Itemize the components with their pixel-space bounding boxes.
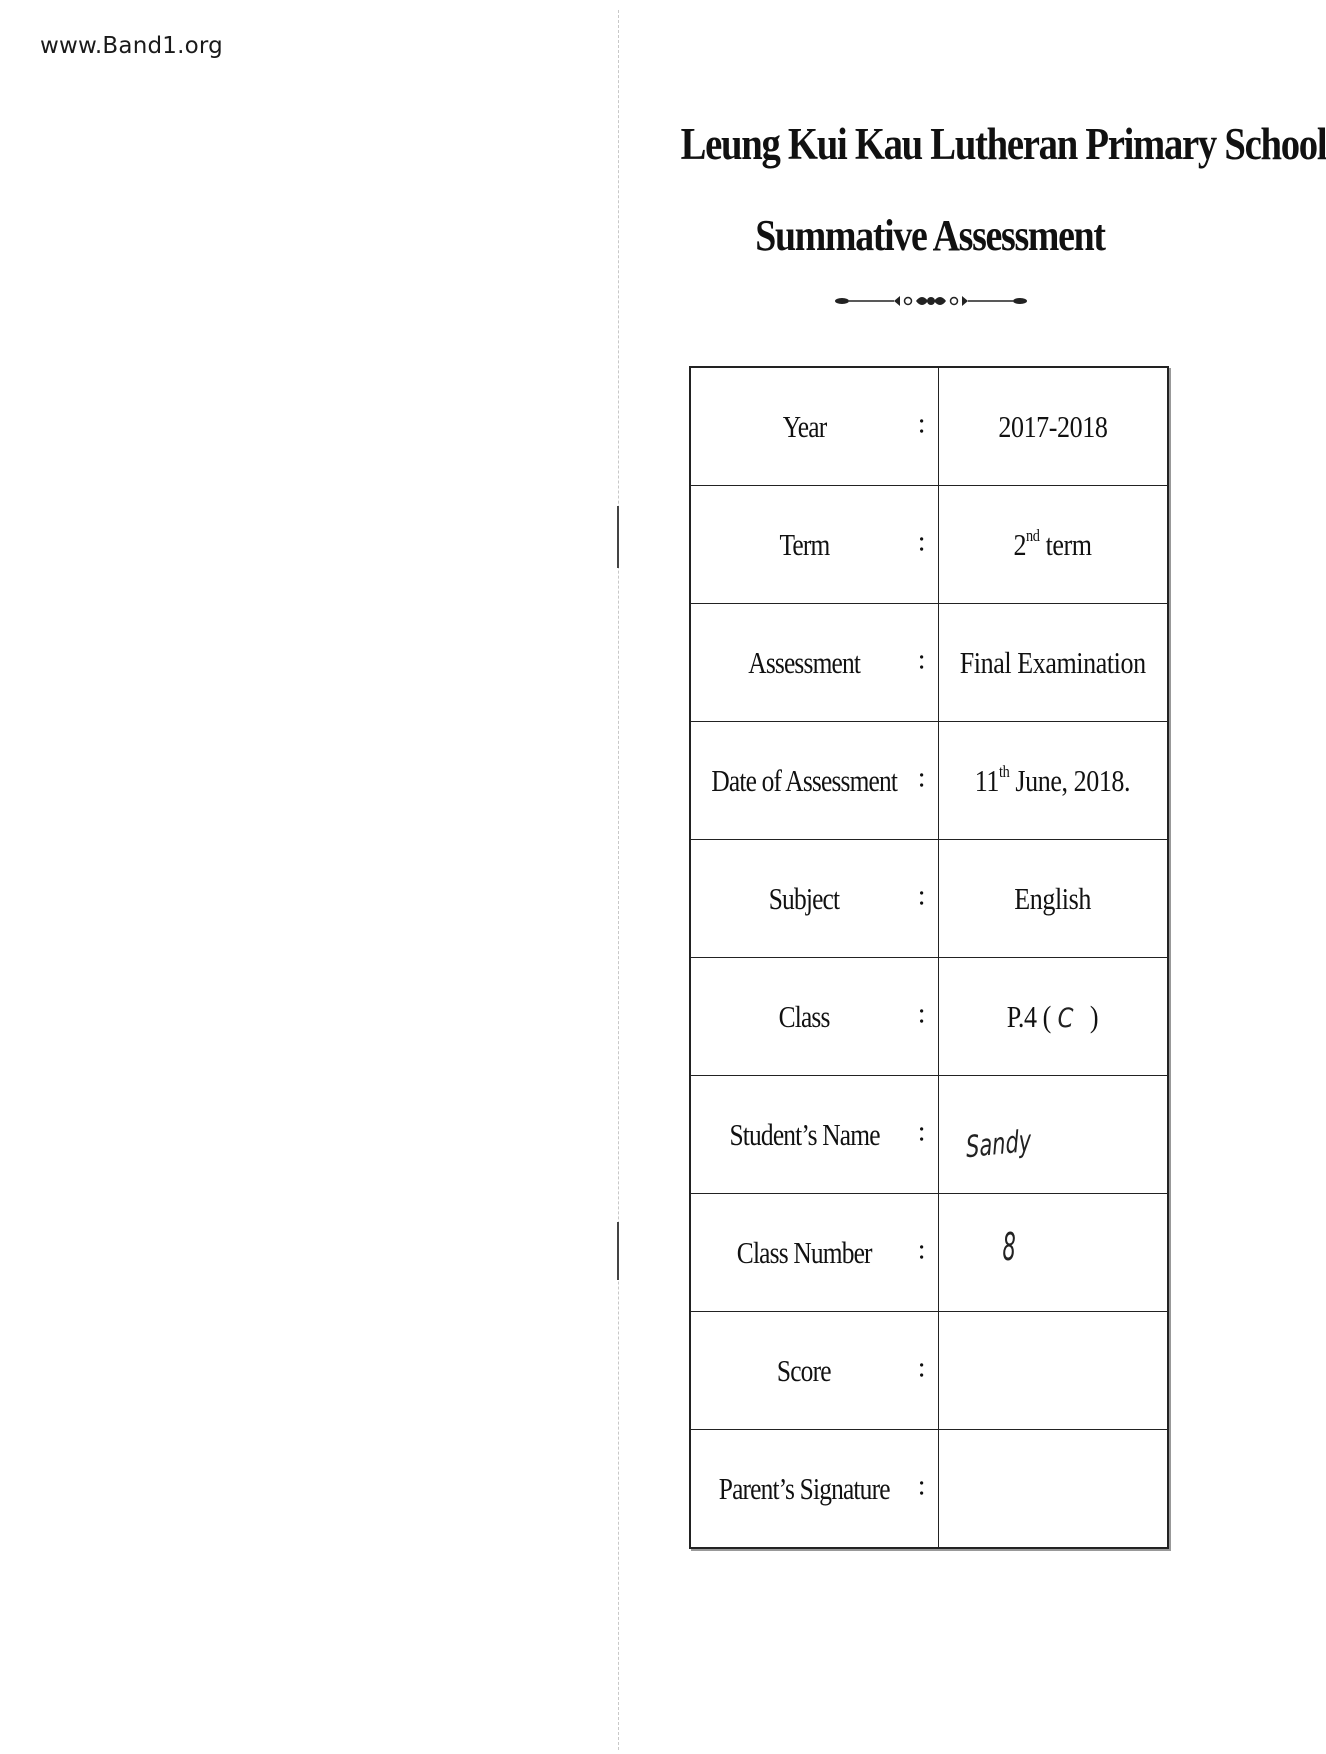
colon: :: [917, 1115, 926, 1147]
class-prefix: P.4 (: [1007, 998, 1052, 1034]
colon: :: [917, 761, 926, 793]
value-cell: [938, 958, 1168, 1076]
label-cell: [690, 486, 938, 604]
fold-mark-top: [617, 506, 619, 568]
table-row-class: [690, 958, 1168, 1076]
handwritten-student-name: Sandy: [965, 1123, 1033, 1166]
date-ordinal-suffix: th: [999, 761, 1010, 781]
label-cell: [690, 1194, 938, 1312]
value-cell: [938, 1076, 1168, 1194]
colon: :: [917, 643, 926, 675]
colon: :: [917, 407, 926, 439]
class-suffix: ): [1090, 998, 1099, 1034]
table-row-subject: [690, 840, 1168, 958]
table-row-assessment: [690, 604, 1168, 722]
value-cell: [938, 1194, 1168, 1312]
colon: :: [917, 1351, 926, 1383]
value-cell: [938, 486, 1168, 604]
field-value-class: [1007, 999, 1098, 1035]
field-label-date: Date of Assessment: [711, 762, 898, 798]
term-ordinal-suffix: nd: [1026, 525, 1040, 545]
date-day: 11: [975, 762, 1000, 798]
field-label-student-name: Student’s Name: [729, 1116, 880, 1152]
colon: :: [917, 879, 926, 911]
watermark-url: www.Band1.org: [40, 33, 223, 59]
table-row-year: [690, 367, 1168, 486]
value-cell: [938, 367, 1168, 486]
term-word: term: [1039, 526, 1092, 562]
table-row-parent-signature: [690, 1430, 1168, 1549]
school-name: Leung Kui Kau Lutheran Primary School: [680, 119, 1326, 169]
field-label-parent-signature: Parent’s Signature: [718, 1470, 890, 1506]
label-cell: [690, 840, 938, 958]
field-label-term: Term: [779, 526, 830, 562]
fold-mark-bottom: [617, 1222, 619, 1280]
label-cell: [690, 1076, 938, 1194]
label-cell: [690, 604, 938, 722]
colon: :: [917, 1469, 926, 1501]
handwritten-class-letter: C: [1057, 1002, 1074, 1034]
decorative-ornament: [832, 286, 1030, 316]
value-cell-score: [938, 1312, 1168, 1430]
colon: :: [917, 1233, 926, 1265]
table-row-class-number: [690, 1194, 1168, 1312]
field-value-subject: English: [1014, 880, 1092, 916]
label-cell: [690, 722, 938, 840]
field-label-assessment: Assessment: [748, 644, 861, 680]
table-row-term: [690, 486, 1168, 604]
field-value-date: [975, 763, 1130, 799]
colon: :: [917, 525, 926, 557]
field-value-assessment: Final Examination: [959, 644, 1146, 680]
field-label-subject: Subject: [769, 880, 840, 916]
assessment-info-table: [689, 366, 1169, 1549]
table-row-student-name: [690, 1076, 1168, 1194]
term-number: 2: [1013, 526, 1027, 562]
colon: :: [917, 997, 926, 1029]
label-cell: [690, 1430, 938, 1549]
label-cell: [690, 367, 938, 486]
field-value-year: 2017-2018: [998, 408, 1108, 444]
label-cell: [690, 1312, 938, 1430]
field-value-term: [1014, 527, 1092, 563]
assessment-title: Summative Assessment: [755, 211, 1105, 260]
handwritten-class-number: 8: [1002, 1224, 1016, 1269]
field-label-class-number: Class Number: [736, 1234, 872, 1270]
table-row-score: [690, 1312, 1168, 1430]
field-label-score: Score: [777, 1352, 832, 1388]
value-cell: [938, 840, 1168, 958]
table-row-date: [690, 722, 1168, 840]
value-cell: [938, 604, 1168, 722]
label-cell: [690, 958, 938, 1076]
field-label-class: Class: [778, 998, 830, 1034]
date-month-year: June, 2018.: [1009, 762, 1131, 798]
value-cell-parent-signature: [938, 1430, 1168, 1549]
field-label-year: Year: [782, 408, 827, 444]
value-cell: [938, 722, 1168, 840]
page-fold-line: [618, 10, 619, 1750]
